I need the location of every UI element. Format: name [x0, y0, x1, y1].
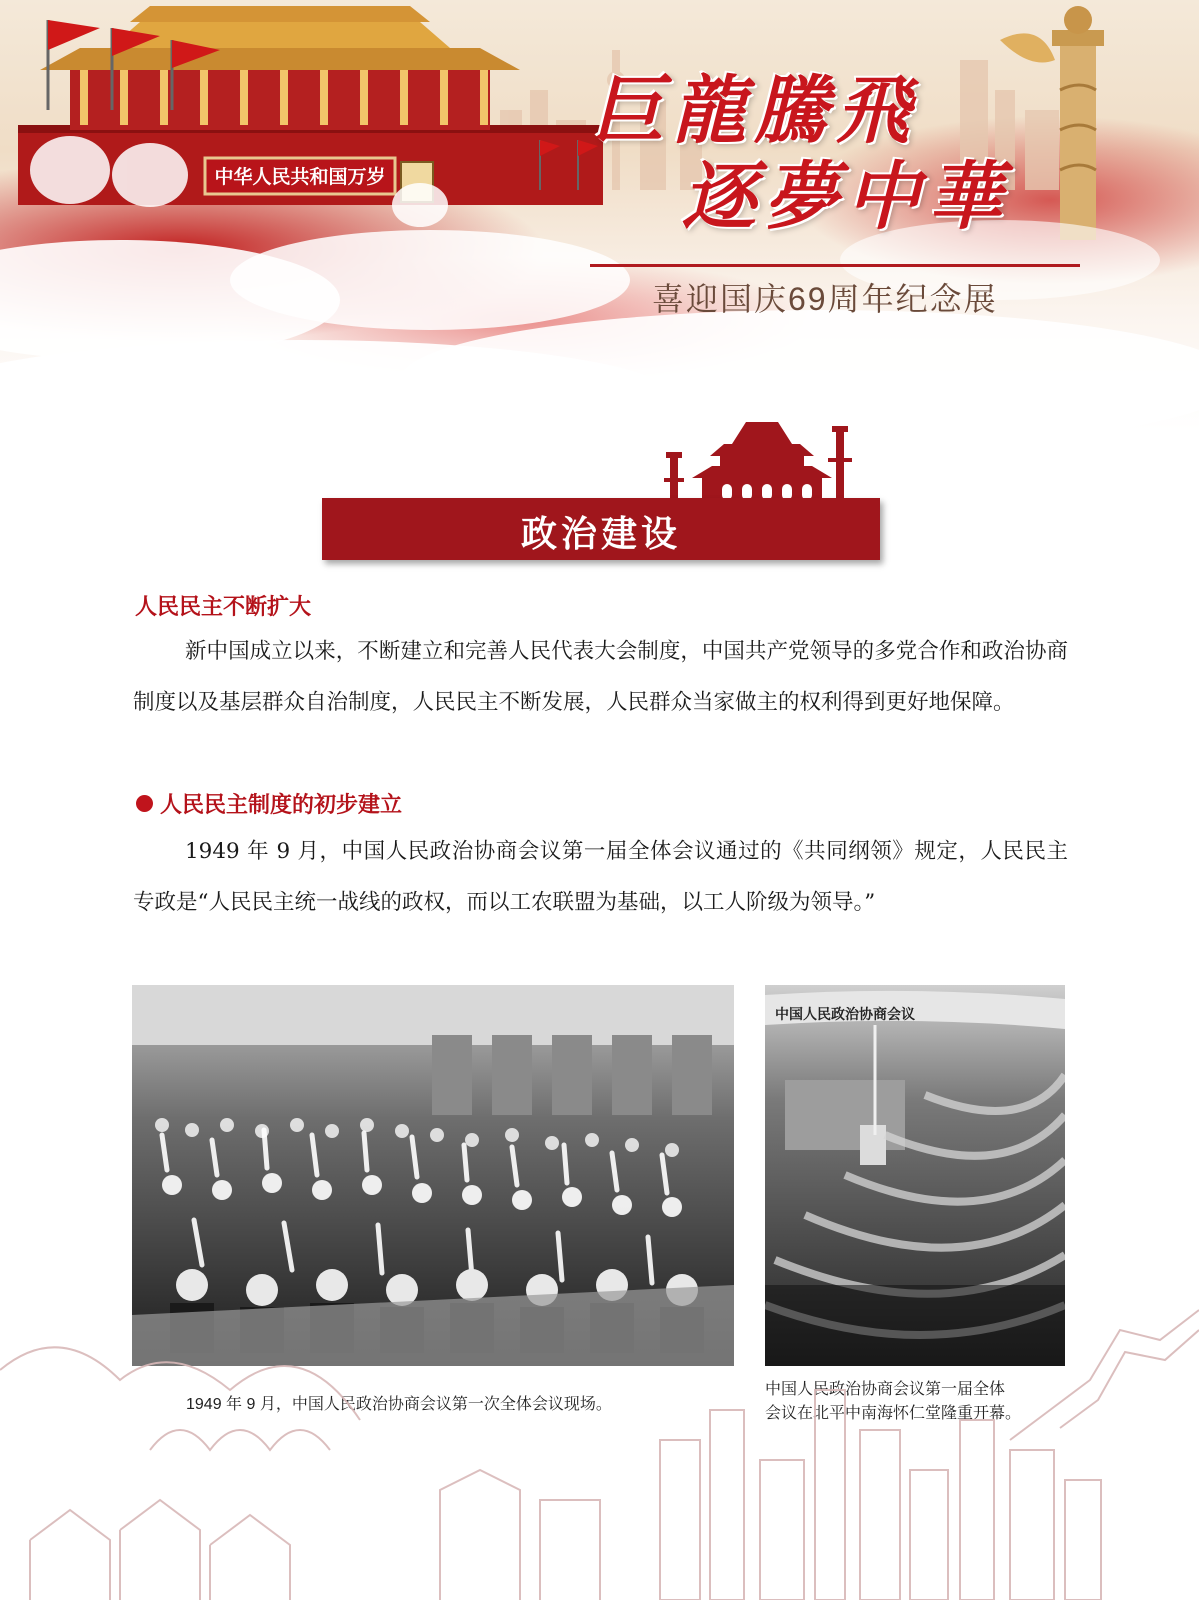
- header-banner: [0, 0, 1199, 430]
- photo-plenary-caption: 1949 年 9 月，中国人民政治协商会议第一次全体会议现场。: [186, 1396, 612, 1413]
- exhibition-subtitle: 喜迎国庆69周年纪念展: [652, 281, 998, 317]
- footer-landscape-sketch: [0, 1300, 1199, 1600]
- heading-people-democracy: 人民民主不断扩大: [135, 595, 312, 620]
- heading-system-establishment: 人民民主制度的初步建立: [160, 793, 403, 818]
- title-divider: [590, 264, 1080, 267]
- main-title-line-2: 逐夢中華: [682, 154, 1010, 240]
- paragraph-common-program: 1949 年 9 月，中国人民政治协商会议第一届全体会议通过的《共同纲领》规定，人民民主专政是“人民民主统一战线的政权，而以工农联盟为基础，以工人阶级为领导。”: [133, 839, 1068, 915]
- gate-slogan-text: 中华人民共和国万岁: [214, 166, 386, 188]
- bullet-dot: [136, 795, 153, 812]
- hall-banner-text: 中国人民政治协商会议: [775, 1007, 915, 1023]
- title-block: [590, 68, 1110, 317]
- paragraph-democracy-overview: 新中国成立以来，不断建立和完善人民代表大会制度，中国共产党领导的多党合作和政治协商制度以及基层群众自治制度，人民民主不断发展，人民群众当家做主的权利得到更好地保障。: [133, 639, 1068, 715]
- section-title-bar: [322, 498, 880, 560]
- section-title: 政治建设: [520, 513, 681, 555]
- gate-icon: [662, 418, 882, 500]
- photo-huairentang-caption-line-1: 中国人民政治协商会议第一届全体: [765, 1381, 1006, 1398]
- photo-huairentang-caption-line-2: 会议在北平中南海怀仁堂隆重开幕。: [765, 1405, 1022, 1422]
- main-title-line-1: 巨龍騰飛: [590, 68, 918, 154]
